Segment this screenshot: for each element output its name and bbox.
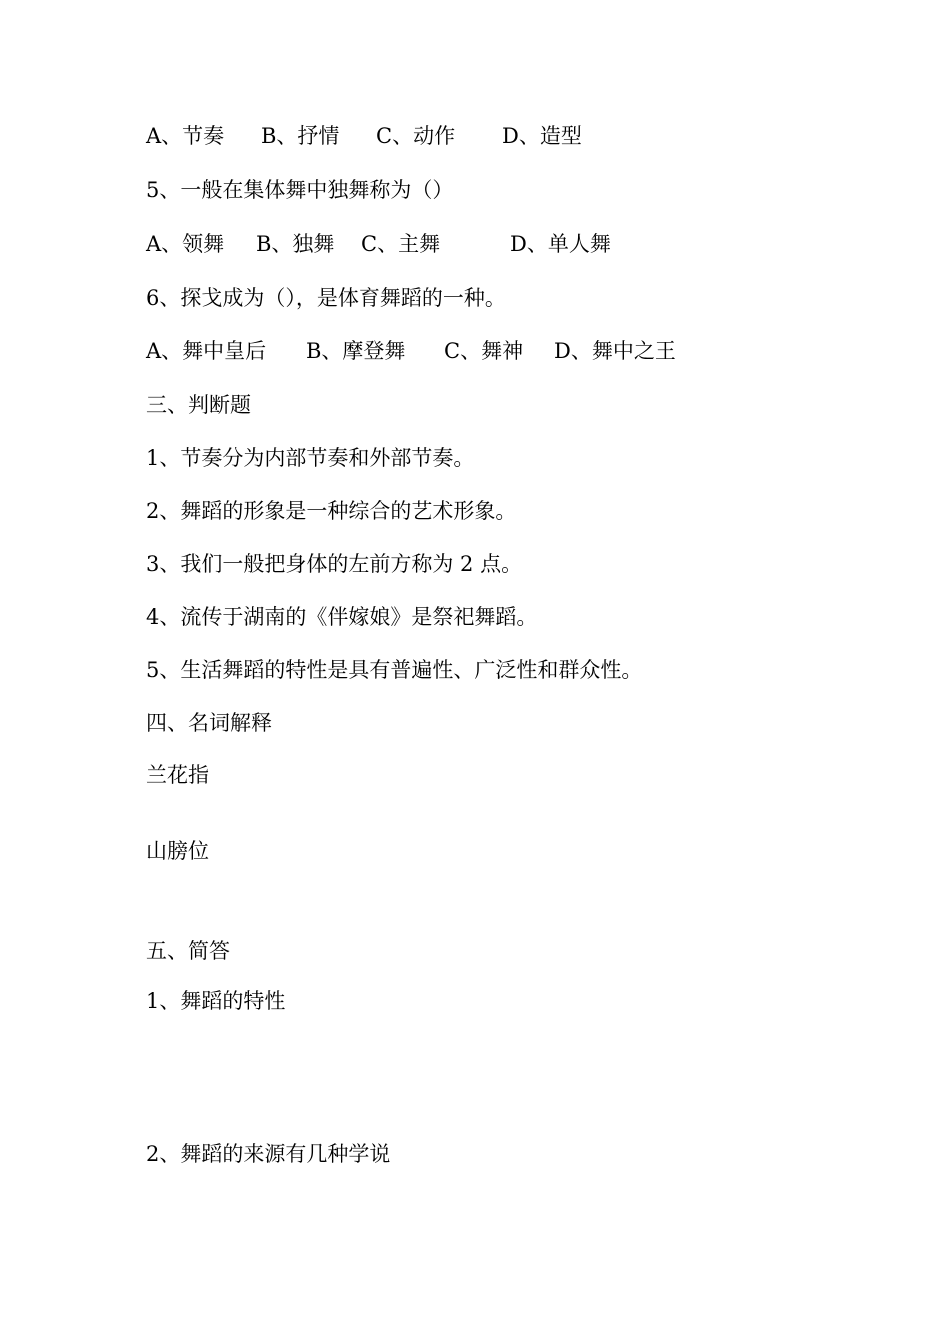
tf-item: 2、舞蹈的形象是一种综合的艺术形象。 [146,499,517,523]
q6-option-a: A、舞中皇后 [146,339,267,363]
tf-item: 3、我们一般把身体的左前方称为 2 点。 [146,552,523,576]
section5-title: 五、简答 [146,939,230,963]
section4-title: 四、名词解释 [146,711,272,735]
tf-item: 4、流传于湖南的《伴嫁娘》是祭祀舞蹈。 [146,605,538,629]
tf-item: 5、生活舞蹈的特性是具有普遍性、广泛性和群众性。 [146,658,643,682]
q6-question: 6、探戈成为（），是体育舞蹈的一种。 [146,286,506,310]
term-item: 山膀位 [146,839,209,863]
q4-option-c: C、动作 [376,124,456,148]
q5-option-c: C、主舞 [361,232,441,256]
section3-title: 三、判断题 [146,393,251,417]
q6-option-d: D、舞中之王 [554,339,676,363]
tf-item: 1、节奏分为内部节奏和外部节奏。 [146,446,475,470]
q5-option-b: B、独舞 [256,232,335,256]
q4-option-a: A、节奏 [146,124,225,148]
q5-question: 5、一般在集体舞中独舞称为（） [146,178,454,202]
q5-option-a: A、领舞 [146,232,225,256]
q4-option-d: D、造型 [502,124,582,148]
q6-option-c: C、舞神 [444,339,524,363]
q5-option-d: D、单人舞 [510,232,611,256]
short-answer-item: 1、舞蹈的特性 [146,989,286,1013]
q6-option-b: B、摩登舞 [306,339,406,363]
q4-option-b: B、抒情 [261,124,340,148]
term-item: 兰花指 [146,763,209,787]
short-answer-item: 2、舞蹈的来源有几种学说 [146,1142,391,1166]
